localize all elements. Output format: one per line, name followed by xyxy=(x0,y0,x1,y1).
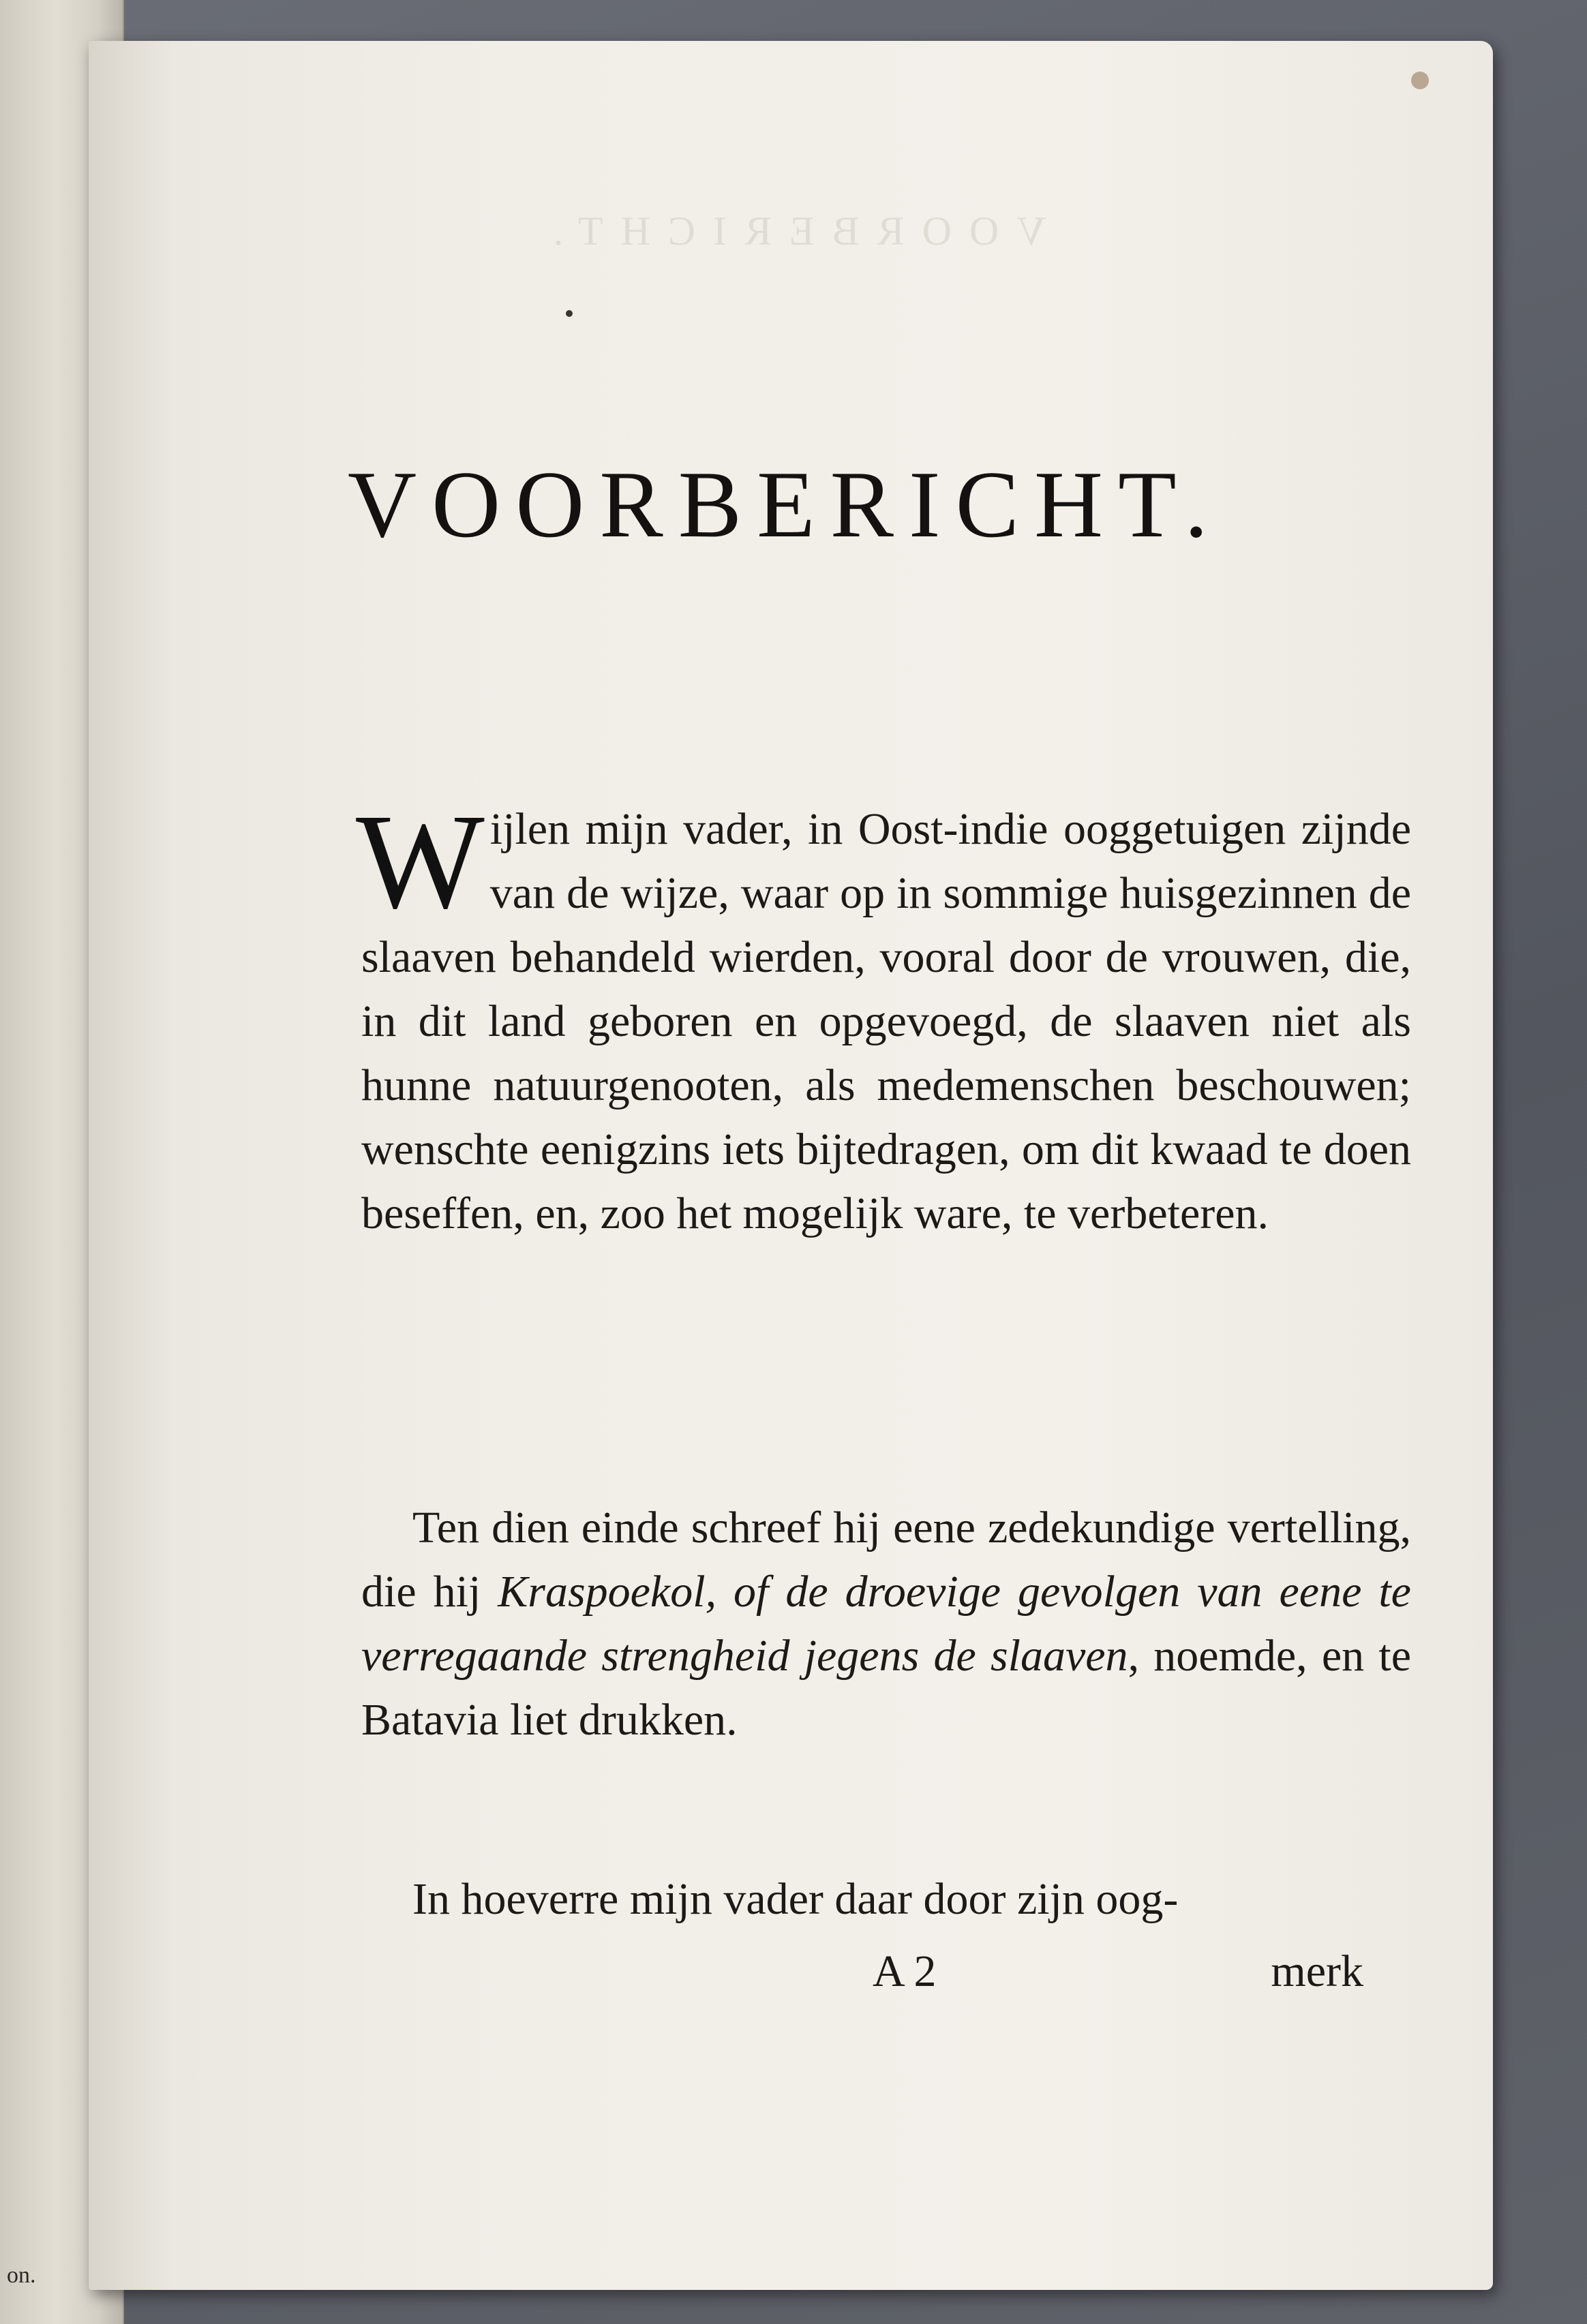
paragraph-2-pre: Ten dien einde schreef hij eene zedekundige vertelling, die hij xyxy=(361,1503,1411,1617)
left-page-fragment: on. xyxy=(7,2263,36,2288)
catchword: merk xyxy=(1271,1946,1363,1996)
show-through-header: VOORBERICHT. xyxy=(535,209,1046,254)
ink-speck xyxy=(566,310,573,317)
page-title: VOORBERICHT. xyxy=(348,452,1224,557)
paragraph-2 xyxy=(361,1496,1411,1752)
signature-mark: A 2 xyxy=(873,1946,937,1996)
drop-cap: W xyxy=(356,786,485,937)
book-page xyxy=(89,41,1493,2290)
paragraph-1-text: ijlen mijn vader, in Oost-indie ooggetuigen zijnde van de wijze, waar op in sommige huisgezinnen de slaaven behandeld wierden, vooral door de vrouwen, die, in dit land geboren en opgevoegd, de slaaven niet als hunne natuurgenooten, als medemenschen beschouwen; wenschte eenigzins iets bijtedragen, om dit kwaad te doen beseffen, en, zoo het mogelijk ware, te verbeteren. xyxy=(361,804,1411,1238)
page-stain xyxy=(1411,72,1429,89)
book-title-italic: Kraspoekol, of de droevige gevolgen van eene te verregaande strengheid jegens de slaaven xyxy=(361,1567,1411,1681)
paragraph-1 xyxy=(356,786,1411,1246)
paragraph-3: In hoeverre mijn vader daar door zijn oog- xyxy=(412,1874,1179,1924)
paragraph-2-post: , noemde, en te Batavia liet drukken. xyxy=(361,1631,1411,1745)
